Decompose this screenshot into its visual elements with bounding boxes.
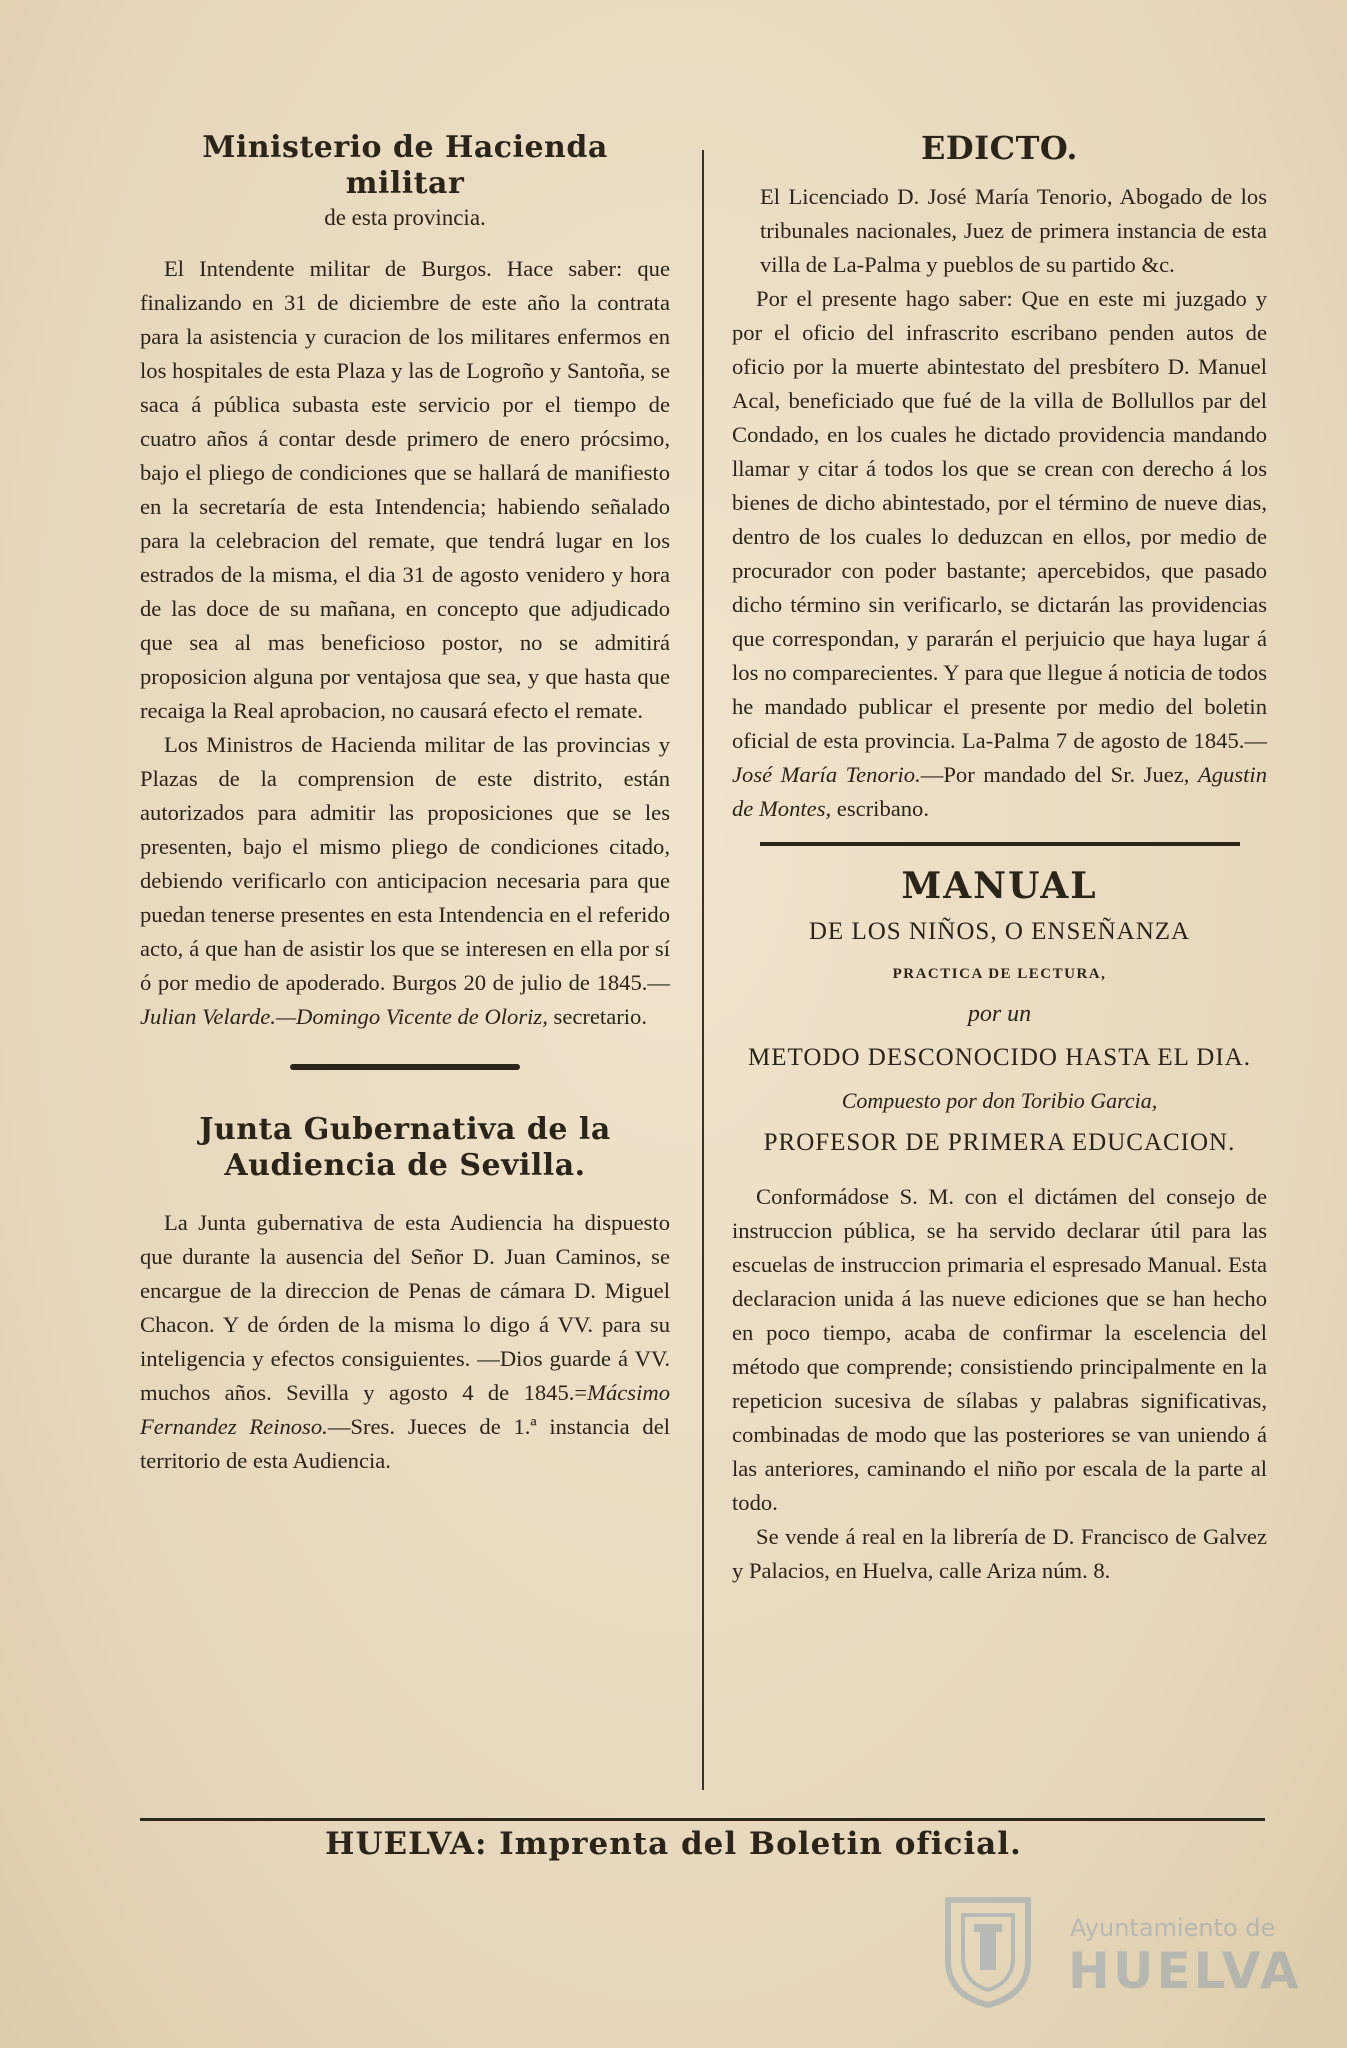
- edicto-paragraph-2: [732, 282, 1267, 826]
- ministerio-paragraph-2-end: secretario.: [547, 1004, 647, 1029]
- ministerio-paragraph-2-text: Los Ministros de Hacienda militar de las provincias y Plazas de la comprension de este distrito, están autorizados para admitir las proposiciones que se les presenten, bajo el mismo pliego de condiciones citado, debiendo verificarlo con anticipacion necesaria para que puedan tenerse presentes en esta Intendencia en el referido acto, á que han de asistir los que se interesen en ella por sí ó por medio de apoderado. Burgos 20 de julio de 1845.—: [140, 732, 670, 995]
- edicto-signature-judge: José María Tenorio.: [732, 762, 921, 787]
- manual-title: MANUAL: [901, 865, 1098, 907]
- footer-rule: [140, 1818, 1265, 1821]
- manual-author-title: PROFESOR DE PRIMERA EDUCACION.: [763, 1129, 1236, 1156]
- edicto-paragraph-2-mid: —Por mandado del Sr. Juez,: [920, 762, 1198, 787]
- column-divider: [702, 150, 704, 1790]
- junta-paragraph: [140, 1206, 670, 1478]
- junta-title: Junta Gubernativa de la Audiencia de Sevilla.: [199, 1112, 611, 1183]
- ministerio-signatures: Julian Velarde.—Domingo Vicente de Oloriz,: [140, 1004, 548, 1029]
- edicto-title: EDICTO.: [920, 129, 1079, 167]
- ministerio-paragraph-1: El Intendente militar de Burgos. Hace saber: que finalizando en 31 de diciembre de este año la contrata para la asistencia y curacion de los militares enfermos en los hospitales de esta Plaza y las de Logroño y Santoña, se saca á pública subasta este servicio por el tiempo de cuatro años á contar desde primero de enero prócsimo, bajo el pliego de condiciones que se hallará de manifiesto en la secretaría de esta Intendencia; habiendo señalado para la celebracion del remate, que tendrá lugar en los estrados de la misma, el dia 31 de agosto venidero y hora de las doce de su mañana, en concepto que adjudicado que sea al mas beneficioso postor, no se admitirá proposicion alguna por ventajosa que sea, y que hasta que recaiga la Real aprobacion, no causará efecto el remate.: [140, 256, 670, 723]
- manual-paragraph-1: Conformádose S. M. con el dictámen del consejo de instruccion pública, se ha servido declarar útil para las escuelas de instruccion primaria el espresado Manual. Esta declaracion unida á las nueve ediciones que se han hecho en poco tiempo, acaba de confirmar la escelencia del método que comprende; consistiendo principalmente en la repeticion sucesiva de sílabas y palabras significativas, combinadas de modo que las posteriores se van uniendo á las anteriores, caminando el niño por escala de la parte al todo.: [732, 1184, 1267, 1515]
- ministerio-subtitle: de esta provincia.: [324, 205, 486, 230]
- ministerio-title: Ministerio de Hacienda militar: [202, 130, 608, 201]
- watermark: [928, 1890, 1302, 2010]
- manual-subtitle-4: METODO DESCONOCIDO HASTA EL DIA.: [748, 1044, 1251, 1071]
- edicto-paragraph-2-end: escribano.: [831, 796, 930, 821]
- manual-paragraph-2: Se vende á real en la librería de D. Francisco de Galvez y Palacios, en Huelva, calle Ariza núm. 8.: [732, 1524, 1267, 1583]
- city-coat-of-arms-icon: [928, 1890, 1048, 2010]
- junta-paragraph-text: La Junta gubernativa de esta Audiencia ha dispuesto que durante la ausencia del Señor D. Juan Caminos, se encargue de la direccion de Penas de cámara D. Miguel Chacon. Y de órden de la misma lo digo á VV. para su inteligencia y efectos consiguientes. —Dios guarde á VV. muchos años. Sevilla y agosto 4 de 1845.=: [140, 1210, 670, 1405]
- junta-paragraph-end: —Sres. Jueces de 1.ª instancia del territorio de esta Audiencia.: [140, 1414, 670, 1473]
- watermark-line-1: Ayuntamiento de: [1070, 1914, 1276, 1942]
- watermark-line-2: HUELVA: [1068, 1942, 1302, 2000]
- junta-signature: Mácsimo Fernandez Reinoso.: [140, 1380, 670, 1439]
- section-separator: [290, 1064, 520, 1070]
- left-column: [140, 130, 670, 1478]
- edicto-separator: [760, 842, 1240, 846]
- right-column: [732, 130, 1267, 1588]
- footer-imprint: HUELVA: Imprenta del Boletin oficial.: [325, 1826, 1022, 1862]
- manual-subtitle-1: DE LOS NIÑOS, O ENSEÑANZA: [808, 918, 1191, 945]
- ministerio-paragraph-2: [140, 728, 670, 1034]
- edicto-paragraph-2-text: Por el presente hago saber: Que en este mi juzgado y por el oficio del infrascrito escribano penden autos de oficio por la muerte abintestato del presbítero D. Manuel Acal, beneficiado que fué de la villa de Bollullos par del Condado, en los cuales he dictado providencia mandando llamar y citar á todos los que se crean con derecho á los bienes de dicho abintestado, por el término de nueve dias, dentro de los cuales lo deduzcan en ellos, por medio de procurador con poder bastante; apercebidos, que pasado dicho término sin verificarlo, se dictarán las providencias que correspondan, y pararán el perjuicio que haya lugar á los no comparecientes. Y para que llegue á noticia de todos he mandado publicar el presente por medio del boletin oficial de esta provincia. La-Palma 7 de agosto de 1845.—: [732, 286, 1267, 753]
- edicto-paragraph-1: El Licenciado D. José María Tenorio, Abogado de los tribunales nacionales, Juez de primera instancia de esta villa de La-Palma y pueblos de su partido &c.: [760, 184, 1267, 277]
- manual-author: Compuesto por don Toribio Garcia,: [841, 1088, 1158, 1113]
- manual-subtitle-3: por un: [967, 1001, 1032, 1027]
- edicto-signature-clerk: Agustin de Montes,: [732, 762, 1267, 821]
- manual-subtitle-2: PRACTICA DE LECTURA,: [892, 966, 1107, 982]
